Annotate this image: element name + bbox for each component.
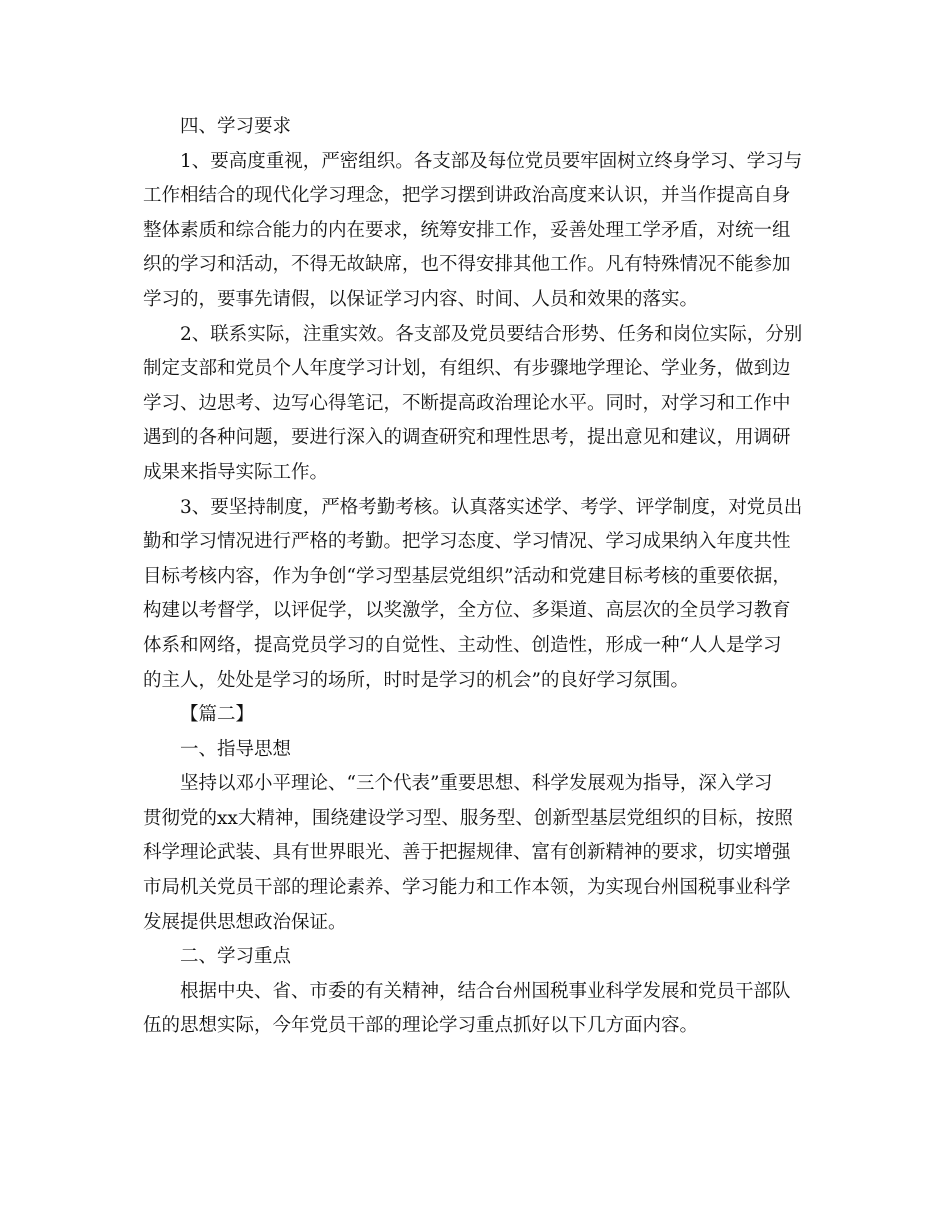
text-line: 【篇二】: [180, 704, 255, 726]
text-line: 坚持以邓小平理论、“三个代表”重要思想、科学发展观为指导，深入学习: [180, 773, 773, 795]
text-line: 体系和网络，提高党员学习的自觉性、主动性、创造性，形成一种“人人是学习: [143, 634, 782, 656]
text-line: 整体素质和综合能力的内在要求，统筹安排工作，妥善处理工学矛盾，对统一组: [143, 219, 791, 241]
document-body: [143, 110, 803, 1044]
text-line: 工作相结合的现代化学习理念，把学习摆到讲政治高度来认识，并当作提高自身: [143, 185, 791, 207]
text-line: 的主人，处处是学习的场所，时时是学习的机会”的良好学习氛围。: [143, 669, 689, 691]
text-line: 2、联系实际，注重实效。各支部及党员要结合形势、任务和岗位实际，分别: [180, 323, 803, 345]
text-line: 市局机关党员干部的理论素养、学习能力和工作本领，为实现台州国税事业科学: [143, 877, 791, 899]
text-line: 织的学习和活动，不得无故缺席，也不得安排其他工作。凡有特殊情况不能参加: [143, 254, 791, 276]
text-line: 一、指导思想: [180, 738, 292, 760]
text-line: 学习、边思考、边写心得笔记，不断提高政治理论水平。同时，对学习和工作中: [143, 392, 791, 414]
text-line: 成果来指导实际工作。: [143, 461, 329, 483]
text-line: 根据中央、省、市委的有关精神，结合台州国税事业科学发展和党员干部队: [180, 980, 791, 1002]
text-line: 目标考核内容，作为争创“学习型基层党组织”活动和党建目标考核的重要依据，: [143, 565, 791, 587]
text-line: 二、学习重点: [180, 946, 292, 968]
text-line: 1、要高度重视，严密组织。各支部及每位党员要牢固树立终身学习、学习与: [180, 150, 803, 172]
text-line: 勤和学习情况进行严格的考勤。把学习态度、学习情况、学习成果纳入年度共性: [143, 531, 791, 553]
text-line: 贯彻党的xx大精神，围绕建设学习型、服务型、创新型基层党组织的目标，按照: [143, 807, 793, 829]
text-line: 3、要坚持制度，严格考勤考核。认真落实述学、考学、评学制度，对党员出: [180, 496, 803, 518]
text-line: 四、学习要求: [180, 116, 292, 137]
text-line: 构建以考督学，以评促学，以奖激学，全方位、多渠道、高层次的全员学习教育: [143, 600, 791, 622]
text-line: 伍的思想实际，今年党员干部的理论学习重点抓好以下几方面内容。: [143, 1015, 699, 1037]
text-line: 科学理论武装、具有世界眼光、善于把握规律、富有创新精神的要求，切实增强: [143, 842, 791, 864]
text-line: 学习的，要事先请假，以保证学习内容、时间、人员和效果的落实。: [143, 288, 699, 310]
text-line: 制定支部和党员个人年度学习计划，有组织、有步骤地学理论、学业务，做到边: [143, 358, 791, 380]
text-line: 发展提供思想政治保证。: [143, 911, 347, 933]
text-line: 遇到的各种问题，要进行深入的调查研究和理性思考，提出意见和建议，用调研: [143, 427, 791, 449]
